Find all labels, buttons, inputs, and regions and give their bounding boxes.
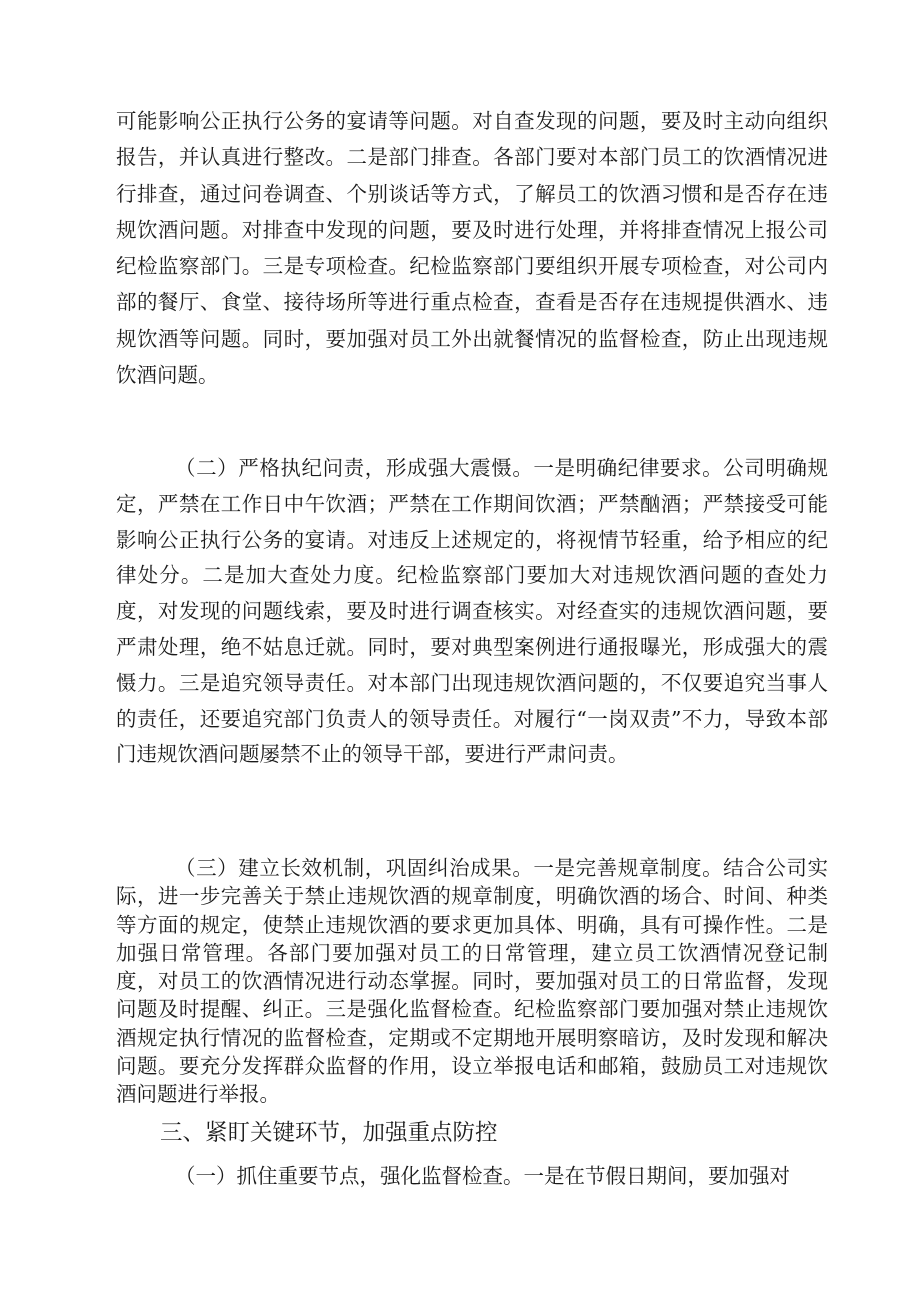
section-heading: 三、紧盯关键环节，加强重点防控 (160, 1120, 498, 1146)
paragraph-long-term-mechanism: （三）建立长效机制，巩固纠治成果。一是完善规章制度。结合公司实际，进一步完善关于禁止违规饮酒的规章制度，明确饮酒的场合、时间、种类等方面的规定，使禁止违规饮酒的要求更加具体、明确，具有可操作性。二是加强日常管理。各部门要加强对员工的日常管理，建立员工饮酒情况登记制度，对员工的饮酒情况进行动态掌握。同时，要加强对员工的日常监督，发现问题及时提醒、纠正。三是强化监督检查。纪检监察部门要加强对禁止违规饮酒规定执行情况的监督检查，定期或不定期地开展明察暗访，及时发现和解决问题。要充分发挥群众监督的作用，设立举报电话和邮箱，鼓励员工对违规饮酒问题进行举报。 (116, 856, 828, 1107)
paragraph-discipline-accountability: （二）严格执纪问责，形成强大震慑。一是明确纪律要求。公司明确规定，严禁在工作日中午饮酒；严禁在工作期间饮酒；严禁酗酒；严禁接受可能影响公正执行公务的宴请。对违反上述规定的，将视情节轻重，给予相应的纪律处分。二是加大查处力度。纪检监察部门要加大对违规饮酒问题的查处力度，对发现的问题线索，要及时进行调查核实。对经查实的违规饮酒问题，要严肃处理，绝不姑息迁就。同时，要对典型案例进行通报曝光，形成强大的震慑力。三是追究领导责任。对本部门出现违规饮酒问题的，不仅要追究当事人的责任，还要追究部门负责人的领导责任。对履行“一岗双责”不力，导致本部门违规饮酒问题屡禁不止的领导干部，要进行严肃问责。 (116, 456, 828, 767)
paragraph-self-check-continued: 可能影响公正执行公务的宴请等问题。对自查发现的问题，要及时主动向组织报告，并认真进行整改。二是部门排查。各部门要对本部门员工的饮酒情况进行排查，通过问卷调查、个别谈话等方式，了解员工的饮酒习惯和是否存在违规饮酒问题。对排查中发现的问题，要及时进行处理，并将排查情况上报公司纪检监察部门。三是专项检查。纪检监察部门要组织开展专项检查，对公司内部的餐厅、食堂、接待场所等进行重点检查，查看是否存在违规提供酒水、违规饮酒等问题。同时，要加强对员工外出就餐情况的监督检查，防止出现违规饮酒问题。 (116, 109, 828, 388)
paragraph-key-nodes: （一）抓住重要节点，强化监督检查。一是在节假日期间，要加强对 (175, 1164, 790, 1188)
